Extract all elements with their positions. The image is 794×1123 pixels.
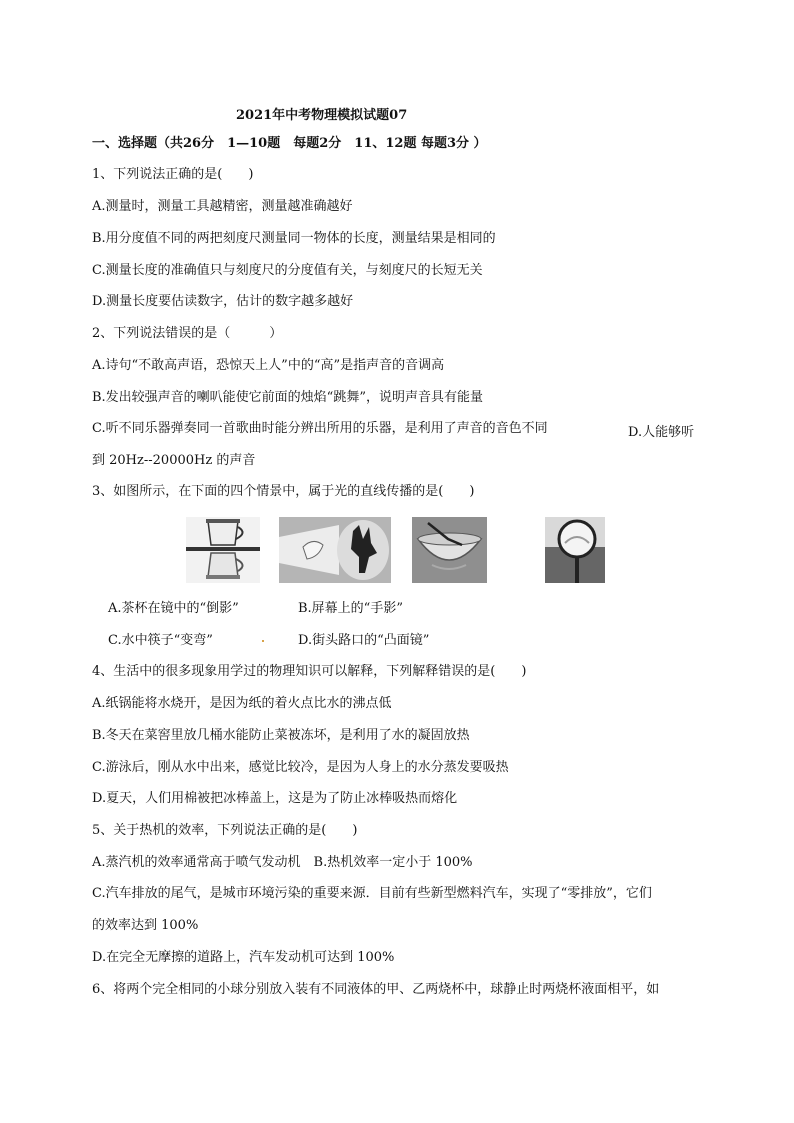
q1-option-b: B.用分度值不同的两把刻度尺测量同一物体的长度，测量结果是相同的	[92, 231, 496, 246]
q4-option-b: B.冬天在菜窖里放几桶水能防止菜被冻坏，是利用了水的凝固放热	[92, 728, 470, 743]
page-title: 2021年中考物理模拟试题07	[236, 108, 408, 123]
hand-shadow-image	[279, 517, 391, 583]
q5-stem: 5、关于热机的效率，下列说法正确的是( )	[92, 823, 358, 838]
q2-option-d-part1: D.人能够听	[628, 425, 695, 440]
q4-option-d: D.夏天，人们用棉被把冰棒盖上，这是为了防止冰棒吸热而熔化	[92, 791, 458, 806]
q2-option-b: B.发出较强声音的喇叭能使它前面的烛焰“跳舞”，说明声音具有能量	[92, 390, 483, 405]
q1-option-a: A.测量时，测量工具越精密，测量越准确越好	[92, 199, 353, 214]
q4-stem: 4、生活中的很多现象用学过的物理知识可以解释，下列解释错误的是( )	[92, 664, 527, 679]
q6-stem: 6、将两个完全相同的小球分别放入装有不同液体的甲、乙两烧杯中，球静止时两烧杯液面相平，如	[92, 982, 660, 997]
q5-options-a-b: A.蒸汽机的效率通常高于喷气发动机 B.热机效率一定小于 100%	[92, 855, 473, 870]
q1-option-c: C.测量长度的准确值只与刻度尺的分度值有关，与刻度尺的长短无关	[92, 263, 483, 278]
convex-mirror-image	[545, 517, 605, 583]
teacup-reflection-image	[186, 517, 260, 583]
q5-option-c-part2: 的效率达到 100%	[92, 918, 199, 933]
q1-option-d: D.测量长度要估读数字，估计的数字越多越好	[92, 294, 354, 309]
q2-option-d-part2: 到 20Hz--20000Hz 的声音	[92, 453, 256, 468]
q4-option-c: C.游泳后，刚从水中出来，感觉比较冷，是因为人身上的水分蒸发要吸热	[92, 760, 509, 775]
section-heading: 一、选择题（共26分 1—10题 每题2分 11、12题 每题3分 ）	[92, 136, 487, 151]
q3-stem: 3、如图所示，在下面的四个情景中，属于光的直线传播的是( )	[92, 484, 475, 499]
q2-option-a: A.诗句“不敢高声语，恐惊天上人”中的“高”是指声音的音调高	[92, 358, 445, 373]
bent-chopsticks-image	[412, 517, 487, 583]
q3-option-c: C.水中筷子“变弯”	[108, 633, 213, 648]
stray-dot	[262, 640, 264, 642]
q3-option-b: B.屏幕上的“手影”	[298, 601, 403, 616]
q5-option-c-part1: C.汽车排放的尾气，是城市环境污染的重要来源．目前有些新型燃料汽车，实现了“零排放”，它们	[92, 886, 652, 901]
q2-stem: 2、下列说法错误的是（ ）	[92, 326, 283, 341]
q4-option-a: A.纸锅能将水烧开，是因为纸的着火点比水的沸点低	[92, 696, 392, 711]
q1-stem: 1、下列说法正确的是( )	[92, 167, 254, 182]
q5-option-d: D.在完全无摩擦的道路上，汽车发动机可达到 100%	[92, 950, 395, 965]
q3-option-a: A.茶杯在镜中的“倒影”	[108, 601, 239, 616]
q2-option-c: C.听不同乐器弹奏同一首歌曲时能分辨出所用的乐器，是利用了声音的音色不同	[92, 421, 548, 436]
q3-option-d: D.街头路口的“凸面镜”	[298, 633, 430, 648]
